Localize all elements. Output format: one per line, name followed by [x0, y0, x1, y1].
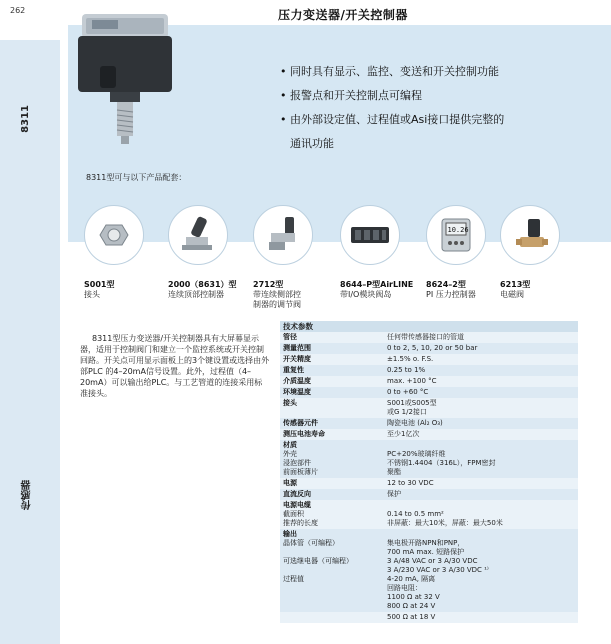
- valve-island-icon: [340, 205, 400, 265]
- spec-value: 至少1亿次: [384, 429, 578, 440]
- spec-row: [280, 489, 578, 500]
- side-label-model: 8311: [20, 105, 31, 133]
- spec-key: 测压电池寿命: [280, 429, 384, 440]
- spec-key: 电源电缆 截面积 推荐的长度: [280, 500, 384, 529]
- spec-key: 输出 晶体管（可编程） 可选继电器（可编程） 过程值: [280, 529, 384, 612]
- spec-key: 重复性: [280, 365, 384, 376]
- valve-controller-icon: [168, 205, 228, 265]
- spec-value: 陶瓷电池 (Al₂ O₃): [384, 418, 578, 429]
- spec-row: [280, 612, 578, 623]
- spec-key: 管径: [280, 332, 384, 343]
- pressure-controller-icon: [426, 205, 486, 265]
- spec-value: 12 to 30 VDC: [384, 478, 578, 489]
- product-code: 2712型: [253, 280, 284, 289]
- spec-row: [280, 440, 578, 478]
- spec-row: [280, 376, 578, 387]
- solenoid-valve-icon: [500, 205, 560, 265]
- display-readout: 10.26: [447, 226, 469, 234]
- spec-table-header: 技术参数: [280, 321, 578, 332]
- spec-row: [280, 478, 578, 489]
- spec-key: 传感器元件: [280, 418, 384, 429]
- spec-value: 500 Ω at 18 V: [384, 612, 578, 623]
- product-desc: PI 压力控制器: [426, 290, 476, 299]
- product-desc: 电磁阀: [500, 290, 524, 299]
- spec-value: 保护: [384, 489, 578, 500]
- spec-row: [280, 365, 578, 376]
- page-number: 262: [10, 6, 26, 15]
- product-2712[interactable]: [253, 205, 313, 310]
- product-desc: 连续顶部控制器: [168, 290, 224, 299]
- pressure-transmitter-image: [70, 10, 180, 160]
- side-label-category: 传感器: [22, 480, 33, 510]
- product-s001[interactable]: [84, 205, 144, 300]
- spec-row: [280, 418, 578, 429]
- spec-row: [280, 343, 578, 354]
- spec-table: [280, 321, 578, 623]
- spec-key: 介质温度: [280, 376, 384, 387]
- spec-key: 接头: [280, 398, 384, 418]
- spec-row: [280, 354, 578, 365]
- fitting-icon: [84, 205, 144, 265]
- product-code: 6213型: [500, 280, 531, 289]
- control-valve-icon: [253, 205, 313, 265]
- product-desc: 带I/O模块阀岛: [340, 290, 392, 299]
- product-8644[interactable]: [340, 205, 413, 300]
- feature-item: • 同时具有显示、监控、变送和开关控制功能: [280, 60, 504, 84]
- spec-row: [280, 398, 578, 418]
- spec-value: ±1.5% o. F.S.: [384, 354, 578, 365]
- spec-key: 材质 外壳 浸泡部件 前面板薄片: [280, 440, 384, 478]
- spec-value: 0 to 2, 5, 10, 20 or 50 bar: [384, 343, 578, 354]
- product-code: 2000（8631）型: [168, 280, 237, 289]
- product-desc: 制器的调节阀: [253, 300, 301, 309]
- spec-value: PC+20%玻璃纤维 不锈钢1.4404（316L），FPM密封 聚酯: [384, 440, 578, 478]
- spec-key: 开关精度: [280, 354, 384, 365]
- spec-value: max. +100 °C: [384, 376, 578, 387]
- product-code: 8624–2型: [426, 280, 466, 289]
- spec-value: S001或S005型 或G 1/2接口: [384, 398, 578, 418]
- product-code: S001型: [84, 280, 115, 289]
- spec-key: [280, 612, 384, 623]
- product-2000[interactable]: [168, 205, 237, 300]
- page-title: 压力变送器/开关控制器: [278, 8, 408, 22]
- product-list: [68, 205, 611, 309]
- spec-row: [280, 529, 578, 612]
- spec-row: [280, 429, 578, 440]
- spec-key: 环境温度: [280, 387, 384, 398]
- spec-value: 0.14 to 0.5 mm² 非屏蔽：最大10米，屏蔽：最大50米: [384, 500, 578, 529]
- product-desc: 带连续侧部控: [253, 290, 301, 299]
- product-6213[interactable]: [500, 205, 560, 300]
- feature-item: • 由外部设定值、过程值或Asi接口提供完整的: [280, 108, 504, 132]
- feature-item-continued: 通讯功能: [290, 137, 334, 150]
- spec-value: 0.25 to 1%: [384, 365, 578, 376]
- feature-list: [280, 60, 504, 156]
- spec-key: 测量范围: [280, 343, 384, 354]
- compat-note: 8311型可与以下产品配套：: [86, 173, 187, 182]
- intro-paragraph: 8311型压力变送器/开关控制器具有大屏幕显示器，适用于控制阀门和建立一个监控系统或开关控制回路。开关点可用显示面板上的3个键设置或选择由外部PLC 的4–20mA信号设置。此外，过程值（4–20mA）可以输出给PLC。与工艺管道的连接采用标准接头。: [80, 334, 270, 398]
- product-8624[interactable]: [426, 205, 486, 300]
- product-code: 8644–P型AirLINE: [340, 280, 414, 289]
- spec-row: [280, 387, 578, 398]
- spec-value: 集电极开路NPN和PNP， 700 mA max. 短路保护 3 A/48 VAC or 3 A/30 VDC 3 A/230 VAC or 3 A/30 VDC ¹⁾ 4-20 mA, 隔离 回路电阻： 1100 Ω at 32 V 800 Ω at 24 V: [384, 529, 578, 612]
- spec-key: 直流反向: [280, 489, 384, 500]
- spec-value: 0 to +60 °C: [384, 387, 578, 398]
- spec-value: 任何带传感器接口的管道: [384, 332, 578, 343]
- feature-item: • 报警点和开关控制点可编程: [280, 84, 504, 108]
- spec-key: 电源: [280, 478, 384, 489]
- spec-row: [280, 332, 578, 343]
- product-desc: 接头: [84, 290, 100, 299]
- side-tab: [0, 40, 60, 644]
- spec-row: [280, 500, 578, 529]
